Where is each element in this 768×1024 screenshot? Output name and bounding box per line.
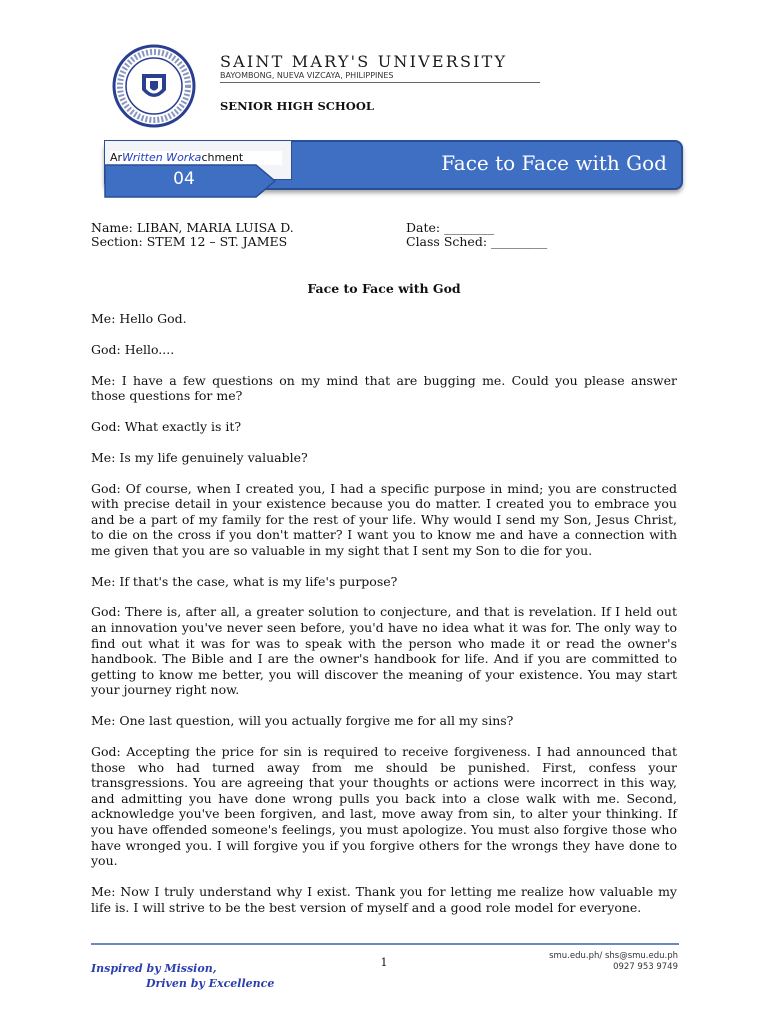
university-address: BAYOMBONG, NUEVA VIZCAYA, PHILIPPINES xyxy=(220,71,394,80)
student-section: Section: STEM 12 – ST. JAMES xyxy=(91,234,288,249)
motto-line-1: Inspired by Mission, xyxy=(91,962,217,975)
motto-line-2: Driven by Excellence xyxy=(146,977,275,990)
paragraph: God: Of course, when I created you, I had a specific purpose in mind; you are constructed with precise detail in your existence because you do matter. I created you to embrace you and be a part of my family for the rest of your life. Why would I send my Son, Jesus Christ, to die on the cross if you don't matter? I want you to know me and have a connection with me given that you are so valuable in my sight that I sent my Son to die for you. xyxy=(91,480,677,558)
attachment-number: 04 xyxy=(173,169,195,189)
paragraph: Me: Hello God. xyxy=(91,311,187,326)
paragraph: Me: One last question, will you actually forgive me for all my sins? xyxy=(91,713,514,729)
banner-title: Face to Face with God xyxy=(441,151,667,175)
paragraph: Me: Is my life genuinely valuable? xyxy=(91,449,308,465)
label-overlay: Written Worka xyxy=(122,151,202,164)
paragraph: Me: If that's the case, what is my life's purpose? xyxy=(91,573,398,589)
page-number: 1 xyxy=(380,956,388,969)
paragraph: Me: Now I truly understand why I exist. Thank you for letting me realize how valuable my life is. I will strive to be the best version of myself and a good role model for everyone. xyxy=(91,883,677,915)
student-name: Name: LIBAN, MARIA LUISA D. xyxy=(91,220,294,235)
footer-divider xyxy=(91,943,679,945)
footer-web-email: smu.edu.ph/ shs@smu.edu.ph xyxy=(549,951,678,961)
footer-phone: 0927 953 9749 xyxy=(613,962,678,972)
attachment-label xyxy=(110,151,282,165)
paragraph: God: Accepting the price for sin is required to receive forgiveness. I had announced that those who had turned away from me should be punished. First, confess your transgressions. You are agreeing that your thoughts or actions were incorrect in this way, and admitting you have done wrong pulls you back into a close walk with me. Second, acknowledge you've been forgiven, and last, move away from sin, to alter your thinking. If you have offended someone's feelings, you must apologize. You must also forgive those who have wronged you. I will forgive you if you forgive others for the wrongs they have done to you. xyxy=(91,743,677,869)
footer-contact xyxy=(549,951,678,973)
paragraph: God: There is, after all, a greater solution to conjecture, and that is revelation. If I held out an innovation you've never seen before, you'd have no idea what it was for. The only way to find out what it was for was to speak with the person who made it or read the owner's handbook. The Bible and I are the owner's handbook for life. And if you are committed to getting to know me better, you will discover the meaning of your existence. You may start your journey right now. xyxy=(91,604,677,698)
class-sched-field: Class Sched: _________ xyxy=(406,234,548,249)
department-name: SENIOR HIGH SCHOOL xyxy=(220,99,374,113)
label-end: chment xyxy=(201,151,244,164)
document-title: Face to Face with God xyxy=(307,281,461,296)
dialogue-body xyxy=(91,311,677,930)
paragraph: God: What exactly is it? xyxy=(91,418,242,434)
paragraph: Me: I have a few questions on my mind that are bugging me. Could you please answer those questions for me? xyxy=(91,372,677,404)
paragraph: God: Hello.... xyxy=(91,341,175,357)
label-start: Ar xyxy=(110,151,123,164)
header-divider xyxy=(220,82,540,83)
date-field: Date: ________ xyxy=(406,220,495,235)
university-name: SAINT MARY'S UNIVERSITY xyxy=(220,52,508,71)
university-seal-icon xyxy=(112,44,196,128)
